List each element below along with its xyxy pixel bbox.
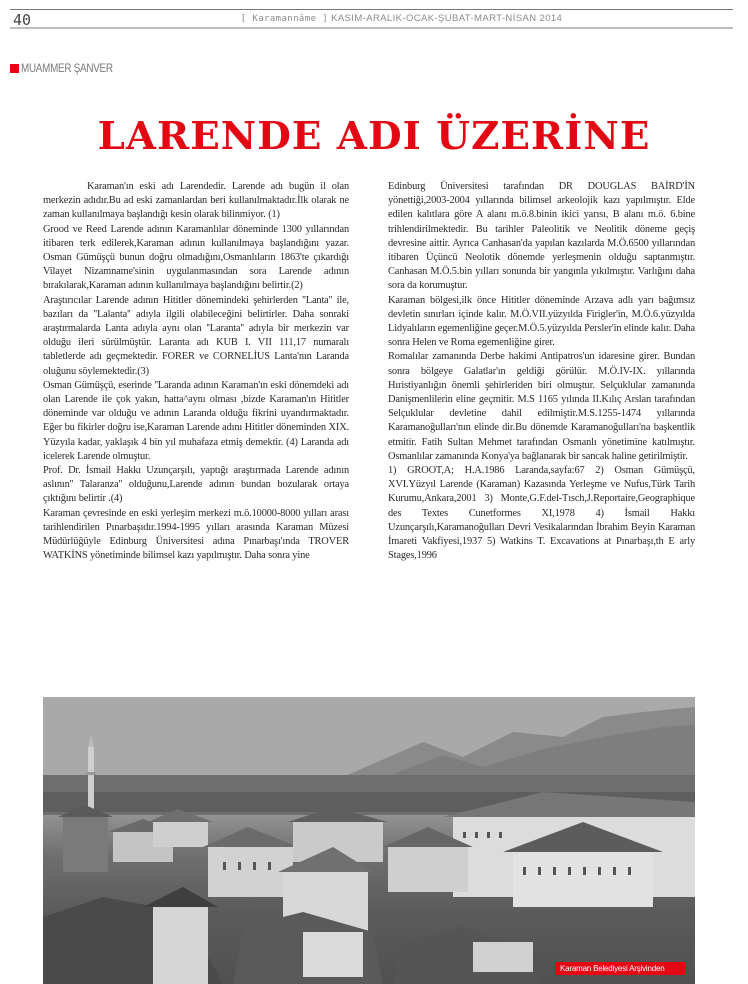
paragraph: Karaman bölgesi,ilk önce Hititler döneminde Arzava adlı yarı bağımsız devletin sınırları içinde kalır. M.Ö.VII.yüzyılda Firigler'in, M.Ö.6.yüzyılda Lidyalıların egemenliğine geçer.M.Ö.5.yüzyılda Persler'in elinde kalır. Daha sonra Helen ve Roma egemenliğine girer.	[388, 294, 695, 349]
red-square-icon	[10, 64, 19, 73]
paragraph: Prof. Dr. İsmail Hakkı Uzunçarşılı, yaptığı araştırmada Larende adının aslının'' Talaranza'' olduğunu,Larende adının bundan bozularak ortaya çıktığını belirtir .(4)	[43, 465, 349, 505]
historic-town-photo	[43, 697, 695, 984]
paragraph: Karaman çevresinde en eski yerleşim merkezi m.ö.10000-8000 yılları arası tarihlendirilen Pınarbaşıdır.1994-1995 yılları arasında Karaman Müzesi Müdürlüğüyle Edinburg Üniversitesi adına Pınarbaşı'ında TROVER WATKİNS yönetiminde bilimsel kazı yapılmıştır. Daha sonra yine	[43, 507, 349, 562]
article-title: LARENDE ADI ÜZERİNE	[97, 113, 651, 158]
town-panorama-image	[43, 697, 695, 984]
issue-line	[10, 13, 733, 25]
paragraph: Romalılar zamanında Derbe hakimi Antipatros'un idaresine girer. Bundan sonra bölgeye Galatlar'ın geldiği görülür. M.Ö.IV-IX. yıllarında Hıristiyanlığın önemli şehirleriden biri olmuştur. Selçuklular zamanında Danişmenlilerin eline geçmitir. M.S 1165 yılında II.Kılıç Arslan tarafından Selçuklular devletine dahil edilmiştir.M.S.1255-1474 yıllarında Karamanoğulları'nın elinde dir.Bu dönemde Karamanoğulları'na başkentlik etmitir. Fatih Sultan Mehmet tarafından Osmanlı yönetimine katılmıştır. Osmanlılar zamanında Konya'ya bağlanarak bir sancak haline getirilmiştir.	[388, 351, 695, 462]
references: 1) GROOT,A; H.A.1986 Laranda,sayfa:67 2) Osman Gümüşçü, XVI.Yüzyıl Larende (Karaman) Kazasında Yerleşme ve Nufus,Türk Tarih Kurumu,Ankara,2001 3) Monte,G.F.del-Tısch,J.Reportaire,Geographique des Textes Cunetformes XI,1978 4) İsmail Hakkı Uzunçarşılı,Karamanoğulları Devri Vesikalarından İbrahim Beyin Karaman İmareti Vakfiyesi,1937 5) Watkins T. Excavations at Pınarbaşı,th E arly Stages,1996	[388, 465, 695, 562]
issue-dates: KASIM-ARALIK-OCAK-ŞUBAT-MART-NİSAN 2014	[331, 13, 563, 24]
paragraph: Edinburg Üniversitesi tarafından DR DOUGLAS BAİRD'İN yönettiği,2003-2004 yıllarında bilimsel arkeolojik kazı yapılmıştır. Elde edilen kalıtlara göre A alanı m.ö.8.binin ikici yarısı, B alanı m.ö. 6.bine trihlendirilmektedir. Bu tarihler Paleolitik ve Neolitik döneme geçiş devresine aittir. Ayrıca Canhasan'da yapılan kazılarda M.Ö.6500 yıllarından itibaren Üçüncü Neolotik dönemde yerleşmenin olduğu saptanmıştır. Canhasan M.Ö.5.bin yılları sonunda bir yangınla yıkılmıştır. Varlığını daha sora da korumuştur.	[388, 181, 695, 292]
paragraph: Osman Gümüşçü, eserinde ''Laranda adının Karaman'ın eski dönemdeki adı olan Larende ile çok yakın, hatta^aynı olması ,bizde Karaman'ın Hititler döneminde var olduğu ve adının Laranda olduğu fikrini uyandırmaktadır. Eğer bu fikirler doğru ise,Karaman Larende adını Hititler döneminden XIX. Yüzyıla kadar, yaklaşık 4 bin yıl muhafaza etmiş demektir. (4) Laranda adı icelerek Larende olmuştur.	[43, 379, 349, 462]
page-number: 40	[13, 11, 32, 29]
paragraph: Grood ve Reed Larende adının Karamanlılar döneminde 1300 yıllarından itibaren terk edilerek,Karaman adının kullanılmaya başlandığını yazar. Osman Gümüşçü bunun doğru olmadığını,Osmanlıların 1863'te çıkardığı Vilayet Nizamname'sinin uygulanmasından sora Larende adının bırakılarak,Karaman adının kullanılmaya başlandığını belirtir.(2)	[43, 223, 349, 292]
magazine-name: [ Karamannâme ]	[240, 14, 329, 24]
left-column	[43, 180, 349, 563]
photo-caption: Karaman Belediyesi Arşivinden	[555, 962, 686, 975]
right-column	[388, 180, 695, 563]
author-byline	[10, 61, 133, 75]
author-name: MUAMMER ŞANVER	[21, 61, 113, 75]
paragraph: Araştırıcılar Larende adının Hititler dönemindeki şehirlerden ''Lanta'' ile, bazıları da ''Lalanta'' adıyla ilgili olabileceğini belirtirler. Daha sonraki araştırmalarda Lanta adıyla aynı olan ''Laranta'' adıyla bir merkezin var olduğu ileri sürülmüştür. Laranta adı KUB I. VII 111,17 numaralı tabletlerde adı geçmektedir. FORER ve CORNELİUS Lanta'nın Laranda oluğunu söylemektedir.(3)	[43, 294, 349, 377]
running-header	[10, 9, 733, 29]
paragraph: Karaman'ın eski adı Larendedir. Larende adı bugün il olan merkezin adıdır.Bu ad eski zamanlardan beri kullanılmaktadır.İlk olarak ne zaman kullanılmaya başlandığı kesin olarak bilinmiyor. (1)	[43, 181, 349, 221]
